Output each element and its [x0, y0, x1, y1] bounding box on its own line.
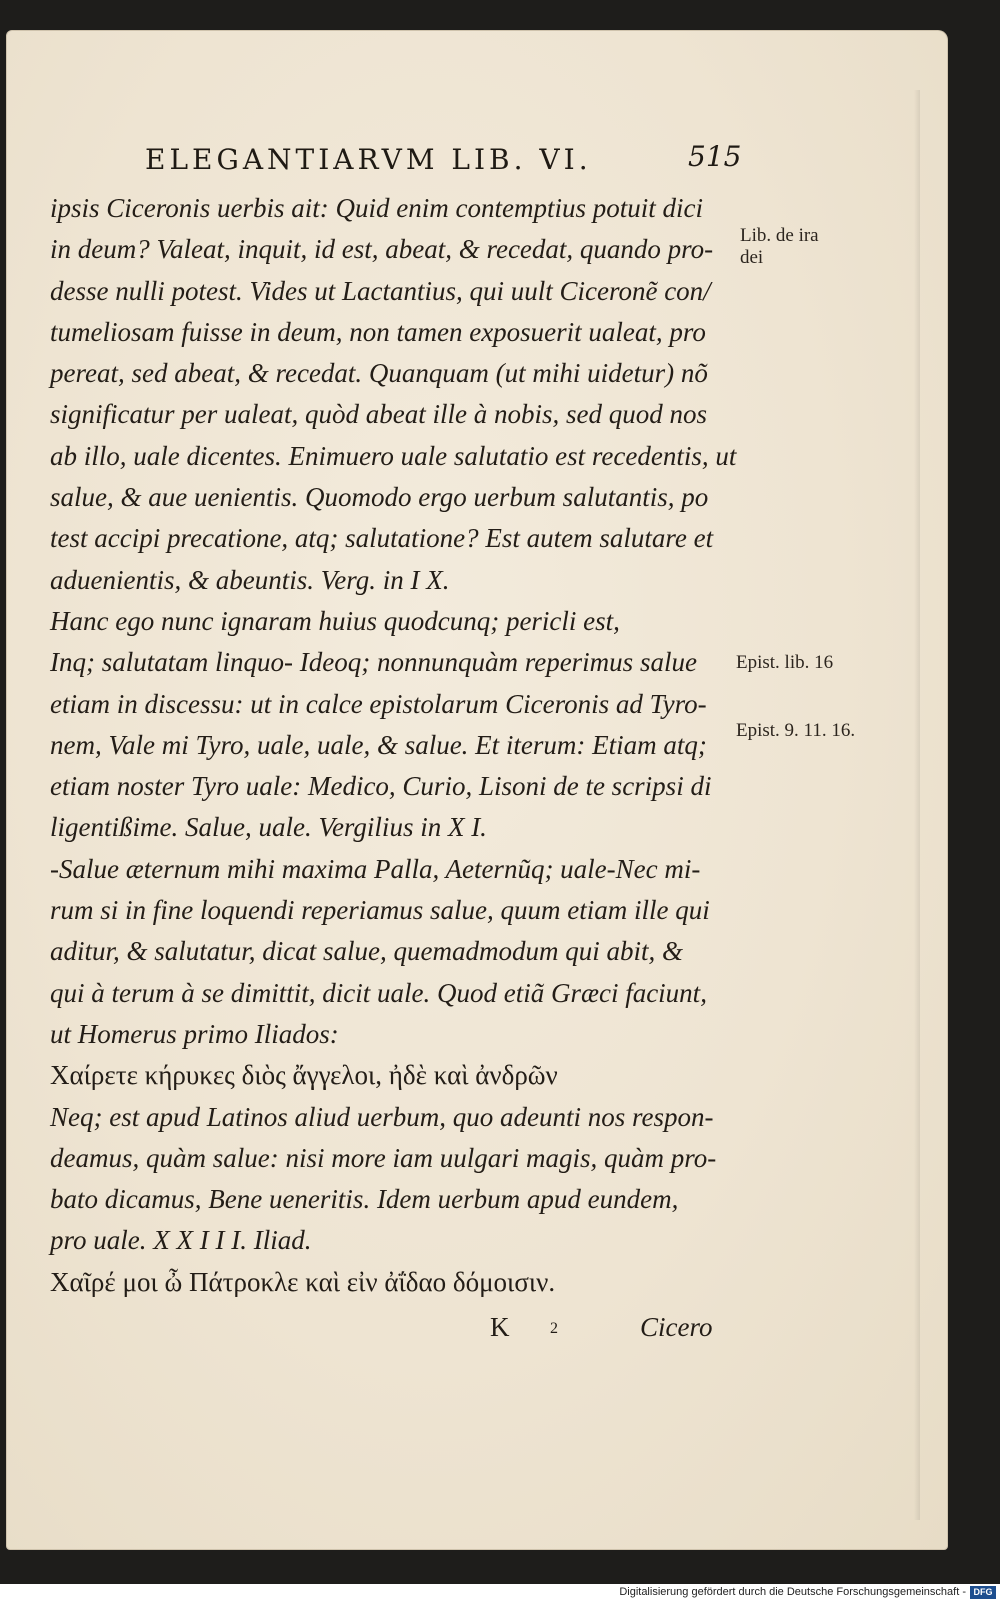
text-line: ipsis Ciceronis uerbis ait: Quid enim contemptius potuit dici [50, 193, 703, 223]
text-line: in deum? Valeat, inquit, id est, abeat, & recedat, quando pro- [50, 234, 714, 265]
marginal-note-line: Lib. de ira [740, 225, 819, 246]
running-head: ELEGANTIARVM LIB. VI. [145, 143, 592, 176]
text-line: tumeliosam fuisse in deum, non tamen exposuerit ualeat, pro [50, 316, 706, 347]
marginal-note: Epist. 9. 11. 16. [736, 720, 856, 741]
funding-notice: Digitalisierung gefördert durch die Deutsche Forschungsgemeinschaft - [619, 1586, 966, 1598]
text-line: Inq; salutatam linquo- Ideoq; nonnunquàm reperimus salue [50, 647, 697, 678]
text-line: significatur per ualeat, quòd abeat ille à nobis, sed quod nos [50, 399, 707, 430]
text-line: pro uale. X X I I I. Iliad. [50, 1225, 312, 1256]
greek-quote-line: Χαίρετε κήρυκες διὸς ἄγγελοι, ἠδὲ καὶ ἀνδρῶν [50, 1060, 558, 1091]
text-line: pereat, sed abeat, & recedat. Quanquam (ut mihi uidetur) nõ [50, 358, 708, 389]
verse-line: -Salue æternum mihi maxima Palla, Aeternũq; uale-Nec mi- [50, 853, 701, 884]
text-line: deamus, quàm salue: nisi more iam uulgari magis, quàm pro- [50, 1142, 717, 1173]
text-line: ligentißime. Salue, uale. Vergilius in X I. [50, 812, 487, 843]
marginal-note: Epist. lib. 16 [736, 652, 834, 673]
body-text [50, 188, 740, 1303]
signature-number: 2 [550, 1320, 558, 1337]
text-line: ab illo, uale dicentes. Enimuero uale salutatio est recedentis, ut [50, 440, 737, 471]
text-line: desse nulli potest. Vides ut Lactantius, qui uult Ciceronẽ con/ [50, 275, 711, 306]
text-line: rum si in fine loquendi reperiamus salue, quum etiam ille qui [50, 895, 710, 926]
signature-mark: K [490, 1312, 510, 1342]
page-number: 515 [688, 140, 742, 173]
text-line: test accipi precatione, atq; salutatione? Est autem salutare et [50, 523, 714, 554]
catchword: Cicero [640, 1312, 713, 1342]
text-line: aditur, & salutatur, dicat salue, quemadmodum qui abit, & [50, 936, 684, 967]
greek-quote-line: Χαῖρέ μοι ὦ Πάτροκλε καὶ εἰν ἀΐδαο δόμοισιν. [50, 1266, 556, 1297]
text-line: Neq; est apud Latinos aliud uerbum, quo adeunti nos respon- [50, 1101, 714, 1132]
text-line: ut Homerus primo Iliados: [50, 1018, 339, 1049]
page-edge-shadow [914, 90, 920, 1520]
text-line: etiam noster Tyro uale: Medico, Curio, Lisoni de te scripsi di [50, 771, 712, 802]
text-line: bato dicamus, Bene ueneritis. Idem uerbum apud eundem, [50, 1184, 679, 1215]
digitization-footer [0, 1584, 1000, 1602]
text-line: aduenientis, & abeuntis. Verg. in I X. [50, 564, 450, 595]
text-line: nem, Vale mi Tyro, uale, uale, & salue. Et iterum: Etiam atq; [50, 729, 707, 760]
dfg-logo: DFG [970, 1586, 996, 1599]
text-line: salue, & aue uenientis. Quomodo ergo uerbum salutantis, po [50, 482, 709, 513]
text-line: etiam in discessu: ut in calce epistolarum Ciceronis ad Tyro- [50, 688, 707, 719]
verse-line: Hanc ego nunc ignaram huius quodcunq; pericli est, [50, 605, 620, 636]
marginal-note-line: dei [740, 247, 764, 268]
text-line: qui à terum à se dimittit, dicit uale. Quod etiã Græci faciunt, [50, 977, 707, 1008]
marginal-note [740, 225, 819, 269]
